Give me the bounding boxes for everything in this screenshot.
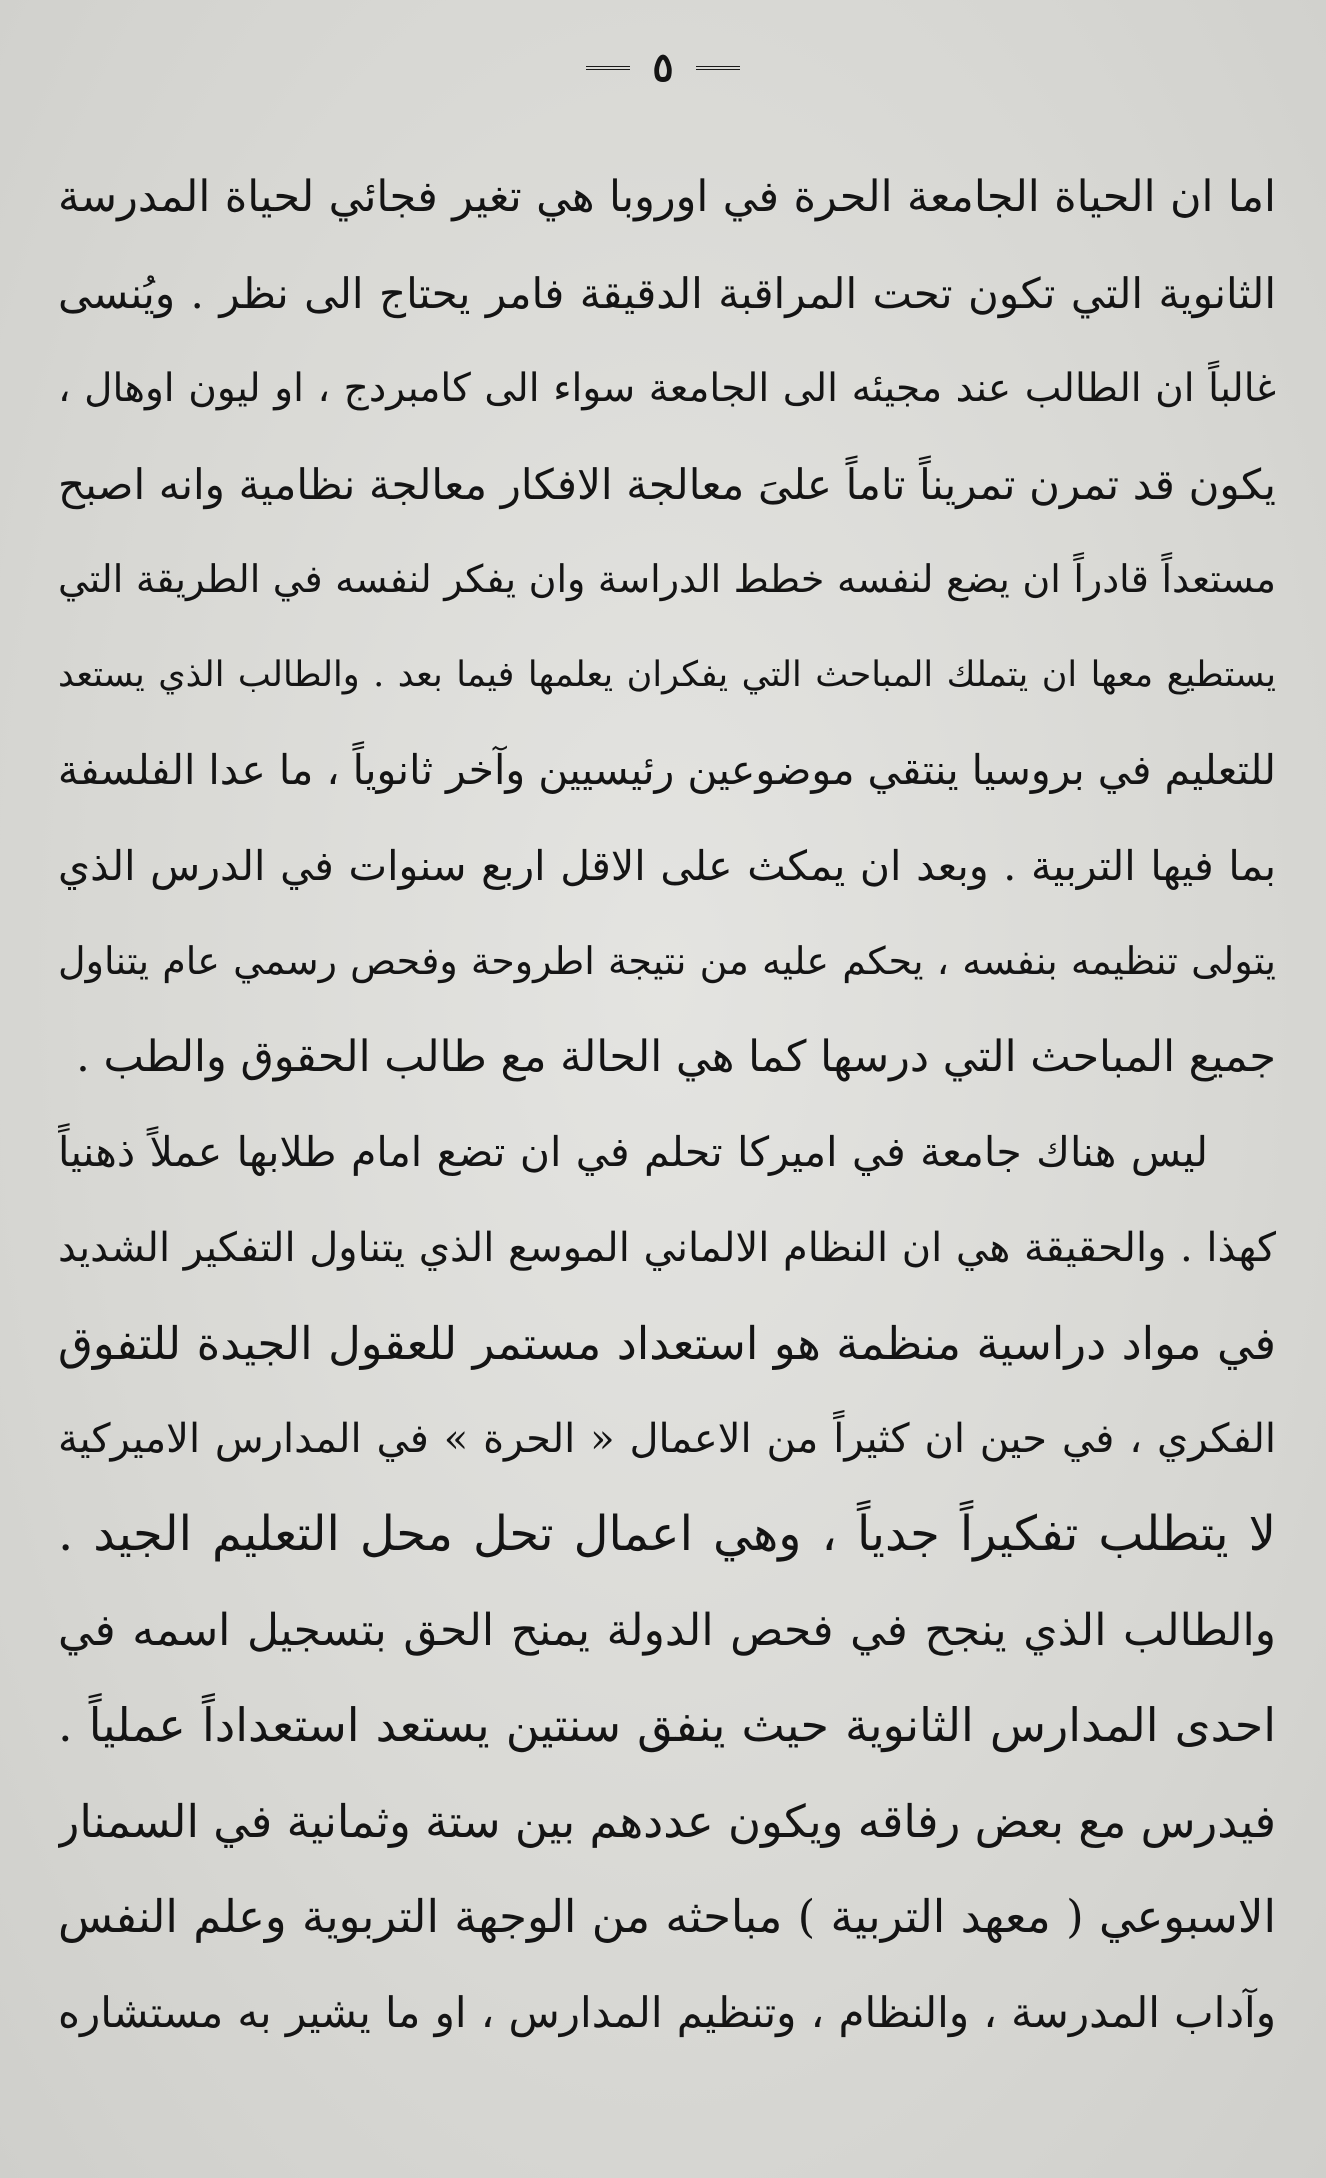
text-line: يتولى تنظيمه بنفسه ، يحكم عليه من نتيجة اطروحة وفحص رسمي عام يتناول	[58, 939, 1276, 983]
text-line: لا يتطلب تفكيراً جدياً ، وهي اعمال تحل محل التعليم الجيد .	[58, 1506, 1276, 1562]
paragraph-2	[58, 1105, 1276, 2060]
text-line: الاسبوعي ( معهد التربية ) مباحثه من الوجهة التربوية وعلم النفس	[58, 1890, 1276, 1943]
text-line: والطالب الذي ينجح في فحص الدولة يمنح الحق بتسجيل اسمه في	[58, 1604, 1276, 1656]
text-line: للتعليم في بروسيا ينتقي موضوعين رئيسيين وآخر ثانوياً ، ما عدا الفلسفة	[58, 746, 1276, 794]
text-line: الثانوية التي تكون تحت المراقبة الدقيقة فامر يحتاج الى نظر . ويُنسى	[58, 268, 1276, 318]
text-line: غالباً ان الطالب عند مجيئه الى الجامعة سواء الى كامبردج ، او ليون اوهال ،	[58, 366, 1276, 411]
text-line: يستطيع معها ان يتملك المباحث التي يفكران يعلمها فيما بعد . والطالب الذي يستعد	[58, 654, 1276, 695]
text-line: ليس هناك جامعة في اميركا تحلم في ان تضع امام طلابها عملاً ذهنياً	[58, 1128, 1208, 1176]
text-line: كهذا . والحقيقة هي ان النظام الالماني الموسع الذي يتناول التفكير الشديد	[58, 1224, 1276, 1271]
text-line: مستعداً قادراً ان يضع لنفسه خطط الدراسة وان يفكر لنفسه في الطريقة التي	[58, 557, 1276, 601]
text-line: في مواد دراسية منظمة هو استعداد مستمر للعقول الجيدة للتفوق	[58, 1317, 1276, 1370]
header-rule-left	[586, 66, 630, 70]
text-line: يكون قد تمرن تمريناً تاماً علىَ معالجة الافكار معالجة نظامية وانه اصبح	[58, 459, 1276, 509]
body-text	[58, 150, 1276, 2060]
text-line: فيدرس مع بعض رفاقه ويكون عددهم بين ستة وثمانية في السمنار	[58, 1794, 1276, 1848]
text-line: وآداب المدرسة ، والنظام ، وتنظيم المدارس ، او ما يشير به مستشاره	[58, 1987, 1276, 2037]
paragraph-1	[58, 150, 1276, 1105]
text-line: الفكري ، في حين ان كثيراً من الاعمال « الحرة » في المدارس الاميركية	[58, 1415, 1276, 1462]
page-number: ٥	[652, 44, 674, 91]
text-line: اما ان الحياة الجامعة الحرة في اوروبا هي تغير فجائي لحياة المدرسة	[58, 172, 1276, 222]
text-line: جميع المباحث التي درسها كما هي الحالة مع طالب الحقوق والطب .	[76, 1031, 1276, 1082]
text-line: بما فيها التربية . وبعد ان يمكث على الاقل اربع سنوات في الدرس الذي	[58, 841, 1276, 890]
text-line: احدى المدارس الثانوية حيث ينفق سنتين يستعد استعداداً عملياً .	[58, 1698, 1276, 1752]
page-header	[0, 38, 1326, 98]
header-rule-right	[696, 66, 740, 70]
